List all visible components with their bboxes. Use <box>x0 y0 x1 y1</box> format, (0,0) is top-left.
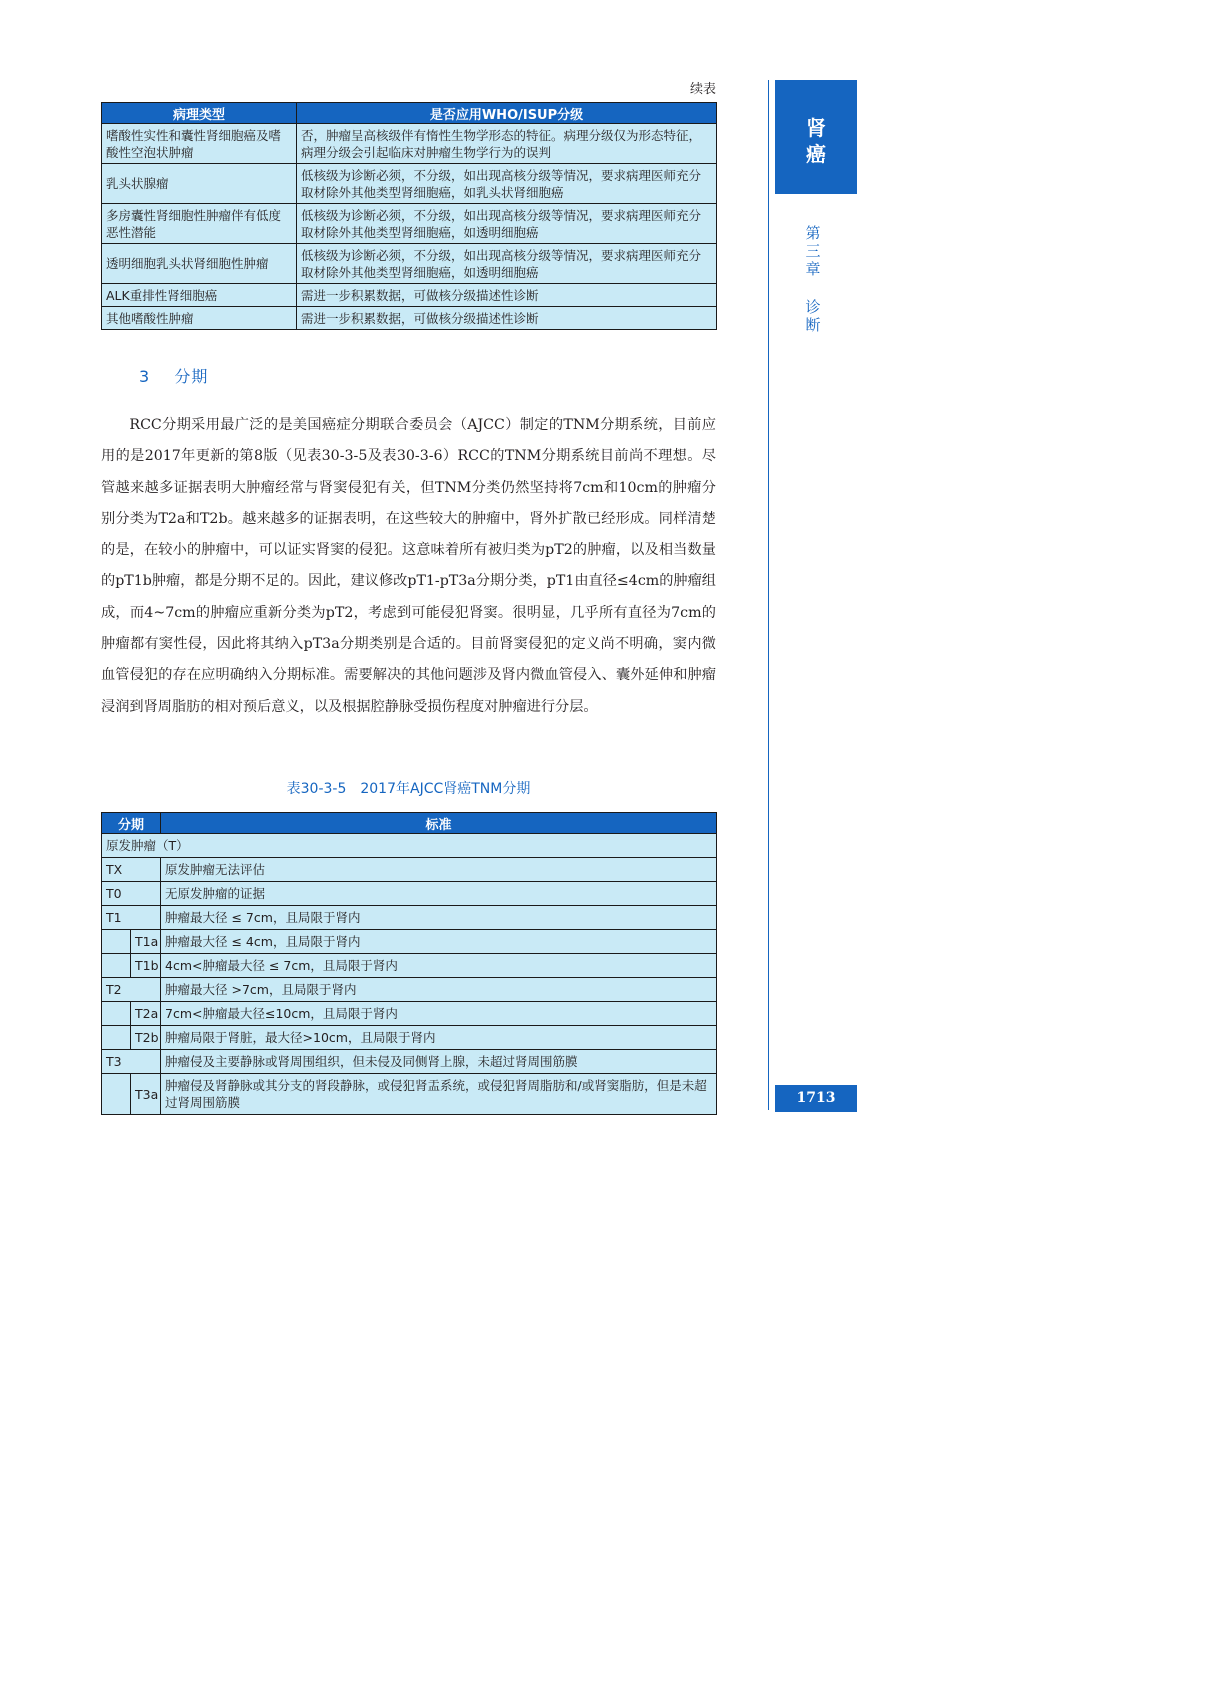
grading-cell: 需进一步积累数据，可做核分级描述性诊断 <box>297 307 717 330</box>
table-row <box>102 1074 717 1115</box>
substage-cell: T1b <box>131 954 161 978</box>
table-row <box>102 1002 717 1026</box>
chapter-char: 三 <box>805 242 821 260</box>
table-header-row <box>102 813 717 834</box>
table-row <box>102 284 717 307</box>
criteria-cell: 肿瘤局限于肾脏，最大径>10cm，且局限于肾内 <box>161 1026 717 1050</box>
header-stage: 分期 <box>102 813 161 834</box>
table-row <box>102 954 717 978</box>
table-caption: 表30-3-5 2017年AJCC肾癌TNM分期 <box>286 781 531 797</box>
stage-cell <box>102 930 131 954</box>
pathology-type-cell: 嗜酸性实性和囊性肾细胞癌及嗜酸性空泡状肿瘤 <box>102 124 297 164</box>
pathology-type-cell: 乳头状腺瘤 <box>102 164 297 204</box>
stage-cell <box>102 1074 131 1115</box>
grading-cell: 低核级为诊断必须，不分级，如出现高核分级等情况，要求病理医师充分取材除外其他类型肾细胞癌，如透明细胞癌 <box>297 244 717 284</box>
table-row <box>102 164 717 204</box>
pathology-type-cell: ALK重排性肾细胞癌 <box>102 284 297 307</box>
criteria-cell: 肿瘤侵及主要静脉或肾周围组织，但未侵及同侧肾上腺，未超过肾周围筋膜 <box>161 1050 717 1074</box>
substage-cell: T3a <box>131 1074 161 1115</box>
grading-cell: 低核级为诊断必须，不分级，如出现高核分级等情况，要求病理医师充分取材除外其他类型肾细胞癌，如透明细胞癌 <box>297 204 717 244</box>
criteria-cell: 无原发肿瘤的证据 <box>161 882 717 906</box>
table-group-row <box>102 834 717 858</box>
section-number: 3 <box>139 367 151 386</box>
pathology-type-cell: 多房囊性肾细胞性肿瘤伴有低度恶性潜能 <box>102 204 297 244</box>
chapter-tab-char: 癌 <box>806 142 826 166</box>
table-row <box>102 1050 717 1074</box>
table-row <box>102 858 717 882</box>
page-number: 1713 <box>775 1085 857 1112</box>
criteria-cell: 肿瘤最大径 ≤ 4cm，且局限于肾内 <box>161 930 717 954</box>
chapter-label-vertical <box>803 224 823 334</box>
criteria-cell: 肿瘤最大径 >7cm，且局限于肾内 <box>161 978 717 1002</box>
header-pathology-type: 病理类型 <box>102 103 297 124</box>
stage-cell <box>102 1026 131 1050</box>
header-who-isup: 是否应用WHO/ISUP分级 <box>297 103 717 124</box>
chapter-char: 章 <box>805 260 821 278</box>
table-row <box>102 906 717 930</box>
section-heading <box>139 364 208 387</box>
chapter-char: 断 <box>805 316 821 334</box>
table-row <box>102 244 717 284</box>
chapter-tab <box>775 80 857 194</box>
table-row <box>102 1026 717 1050</box>
table-row <box>102 930 717 954</box>
stage-cell: T3 <box>102 1050 161 1074</box>
chapter-char: 第 <box>805 224 821 242</box>
grading-cell: 否，肿瘤呈高核级伴有惰性生物学形态的特征。病理分级仅为形态特征，病理分级会引起临床对肿瘤生物学行为的误判 <box>297 124 717 164</box>
pathology-grading-table <box>101 102 717 330</box>
grading-cell: 低核级为诊断必须，不分级，如出现高核分级等情况，要求病理医师充分取材除外其他类型肾细胞癌，如乳头状肾细胞癌 <box>297 164 717 204</box>
stage-cell <box>102 1002 131 1026</box>
stage-cell: T0 <box>102 882 161 906</box>
substage-cell: T2b <box>131 1026 161 1050</box>
grading-cell: 需进一步积累数据，可做核分级描述性诊断 <box>297 284 717 307</box>
chapter-char: 诊 <box>805 298 821 316</box>
stage-cell: T1 <box>102 906 161 930</box>
stage-cell: TX <box>102 858 161 882</box>
tnm-staging-table <box>101 812 717 1115</box>
body-paragraph: RCC分期采用最广泛的是美国癌症分期联合委员会（AJCC）制定的TNM分期系统，目前应用的是2017年更新的第8版（见表30-3-5及表30-3-6）RCC的TNM分期系统目前尚不理想。尽管越来越多证据表明大肿瘤经常与肾窦侵犯有关，但TNM分类仍然坚持将7cm和10cm的肿瘤分别分类为T2a和T2b。越来越多的证据表明，在这些较大的肿瘤中，肾外扩散已经形成。同样清楚的是，在较小的肿瘤中，可以证实肾窦的侵犯。这意味着所有被归类为pT2的肿瘤，以及相当数量的pT1b肿瘤，都是分期不足的。因此，建议修改pT1-pT3a分期分类，pT1由直径≤4cm的肿瘤组成，而4~7cm的肿瘤应重新分类为pT2，考虑到可能侵犯肾窦。很明显，几乎所有直径为7cm的肿瘤都有窦性侵，因此将其纳入pT3a分期类别是合适的。目前肾窦侵犯的定义尚不明确，窦内微血管侵犯的存在应明确纳入分期标准。需要解决的其他问题涉及肾内微血管侵入、囊外延伸和肿瘤浸润到肾周脂肪的相对预后意义，以及根据腔静脉受损伤程度对肿瘤进行分层。 <box>101 417 716 715</box>
section-title: 分期 <box>174 367 209 386</box>
criteria-cell: 肿瘤侵及肾静脉或其分支的肾段静脉，或侵犯肾盂系统，或侵犯肾周脂肪和/或肾窦脂肪，但是未超过肾周围筋膜 <box>161 1074 717 1115</box>
criteria-cell: 肿瘤最大径 ≤ 7cm，且局限于肾内 <box>161 906 717 930</box>
table-row <box>102 204 717 244</box>
table-row <box>102 882 717 906</box>
substage-cell: T1a <box>131 930 161 954</box>
table-row <box>102 978 717 1002</box>
header-criteria: 标准 <box>161 813 717 834</box>
stage-cell <box>102 954 131 978</box>
group-label-cell: 原发肿瘤（T） <box>102 834 717 858</box>
substage-cell: T2a <box>131 1002 161 1026</box>
criteria-cell: 7cm<肿瘤最大径≤10cm，且局限于肾内 <box>161 1002 717 1026</box>
pathology-type-cell: 透明细胞乳头状肾细胞性肿瘤 <box>102 244 297 284</box>
criteria-cell: 原发肿瘤无法评估 <box>161 858 717 882</box>
criteria-cell: 4cm<肿瘤最大径 ≤ 7cm，且局限于肾内 <box>161 954 717 978</box>
pathology-type-cell: 其他嗜酸性肿瘤 <box>102 307 297 330</box>
stage-cell: T2 <box>102 978 161 1002</box>
table-row <box>102 307 717 330</box>
continued-label: 续表 <box>689 82 716 97</box>
chapter-tab-char: 肾 <box>806 116 826 140</box>
sidebar-divider-line <box>768 80 769 1110</box>
table-row <box>102 124 717 164</box>
table-header-row <box>102 103 717 124</box>
